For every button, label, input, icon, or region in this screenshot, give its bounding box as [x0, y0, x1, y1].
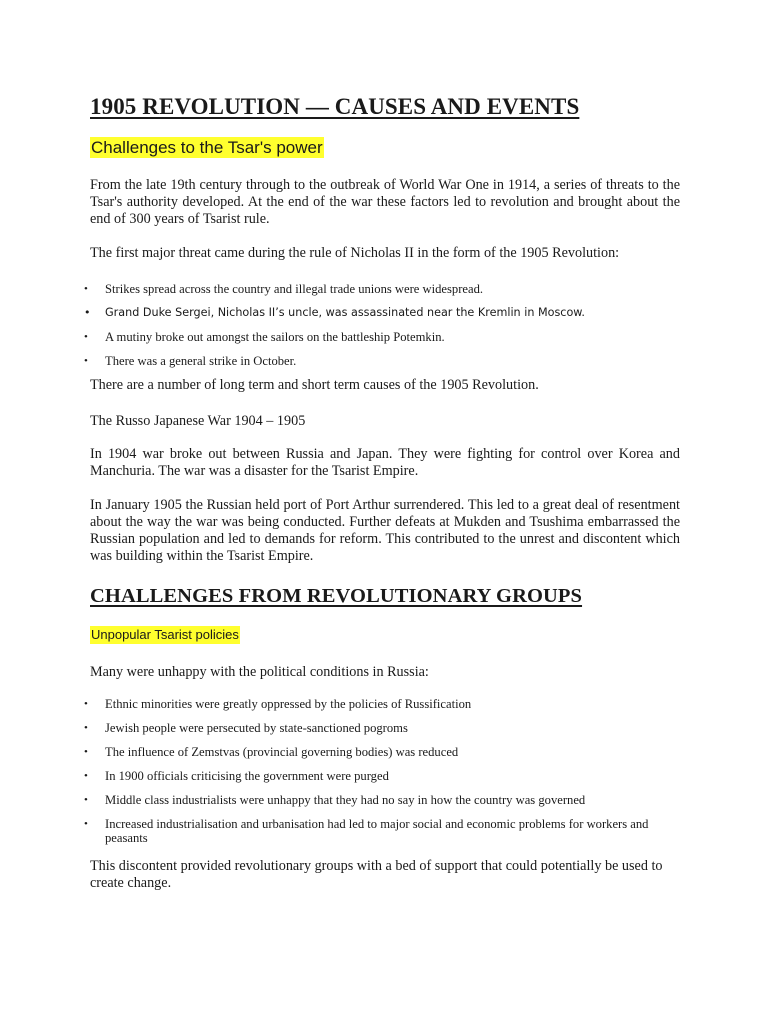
bullet-icon: •	[84, 698, 88, 710]
section-heading-tsars-power: Challenges to the Tsar's power	[91, 138, 323, 157]
list-item: • There was a general strike in October.	[84, 354, 297, 368]
paragraph-port-arthur: In January 1905 the Russian held port of Port Arthur surrendered. This led to a great deal of resentment about the way the war was being conducted. Further defeats at Mukden and Tsushima embarrassed the Russian population and led to demands for reform. This contributed to the unrest and discontent which was building within the Tsarist Empire.	[90, 497, 680, 564]
list-item: • Increased industrialisation and urbanisation had led to major social and economic problems for workers and peasants	[84, 817, 649, 845]
list-item: • A mutiny broke out amongst the sailors on the battleship Potemkin.	[84, 330, 445, 344]
paragraph-intro: From the late 19th century through to the outbreak of World War One in 1914, a series of threats to the Tsar's authority developed. At the end of the war these factors led to revolution and brought about the end of 300 years of Tsarist rule.	[90, 177, 680, 227]
document-title: 1905 REVOLUTION — CAUSES AND EVENTS	[90, 94, 580, 119]
list-item: • Jewish people were persecuted by state-sanctioned pogroms	[84, 721, 408, 735]
heading-revolutionary-groups: CHALLENGES FROM REVOLUTIONARY GROUPS	[90, 585, 583, 607]
paragraph-unhappy: Many were unhappy with the political conditions in Russia:	[90, 664, 429, 680]
list-item: • The influence of Zemstvas (provincial governing bodies) was reduced	[84, 745, 459, 759]
paragraph-causes: There are a number of long term and short term causes of the 1905 Revolution.	[90, 377, 539, 393]
paragraph-first-threat: The first major threat came during the rule of Nicholas II in the form of the 1905 Revolution:	[90, 245, 620, 261]
bullet-icon: •	[84, 722, 88, 734]
list-item: • Strikes spread across the country and illegal trade unions were widespread.	[84, 282, 484, 296]
bullet-icon: •	[84, 283, 88, 295]
bullet-icon: •	[84, 818, 88, 830]
bullet-icon: •	[84, 355, 88, 367]
section-heading-unpopular-policies: Unpopular Tsarist policies	[91, 627, 239, 642]
paragraph-russo-japanese-war-title: The Russo Japanese War 1904 – 1905	[90, 413, 306, 429]
paragraph-war-outbreak: In 1904 war broke out between Russia and Japan. They were fighting for control over Korea and Manchuria. The war was a disaster for the Tsarist Empire.	[90, 446, 680, 479]
bullet-icon: •	[84, 306, 91, 319]
bullet-icon: •	[84, 331, 88, 343]
unpopular-policies-list	[0, 697, 685, 851]
bullet-icon: •	[84, 770, 88, 782]
revolution-events-list	[0, 282, 685, 378]
paragraph-discontent: This discontent provided revolutionary groups with a bed of support that could potentially be used to create change.	[90, 858, 663, 891]
bullet-icon: •	[84, 746, 88, 758]
list-item: • Middle class industrialists were unhappy that they had no say in how the country was governed	[84, 793, 586, 807]
list-item: • Ethnic minorities were greatly oppressed by the policies of Russification	[84, 697, 472, 711]
list-item: • Grand Duke Sergei, Nicholas II’s uncle, was assassinated near the Kremlin in Moscow.	[84, 306, 585, 319]
bullet-icon: •	[84, 794, 88, 806]
list-item: • In 1900 officials criticising the government were purged	[84, 769, 389, 783]
